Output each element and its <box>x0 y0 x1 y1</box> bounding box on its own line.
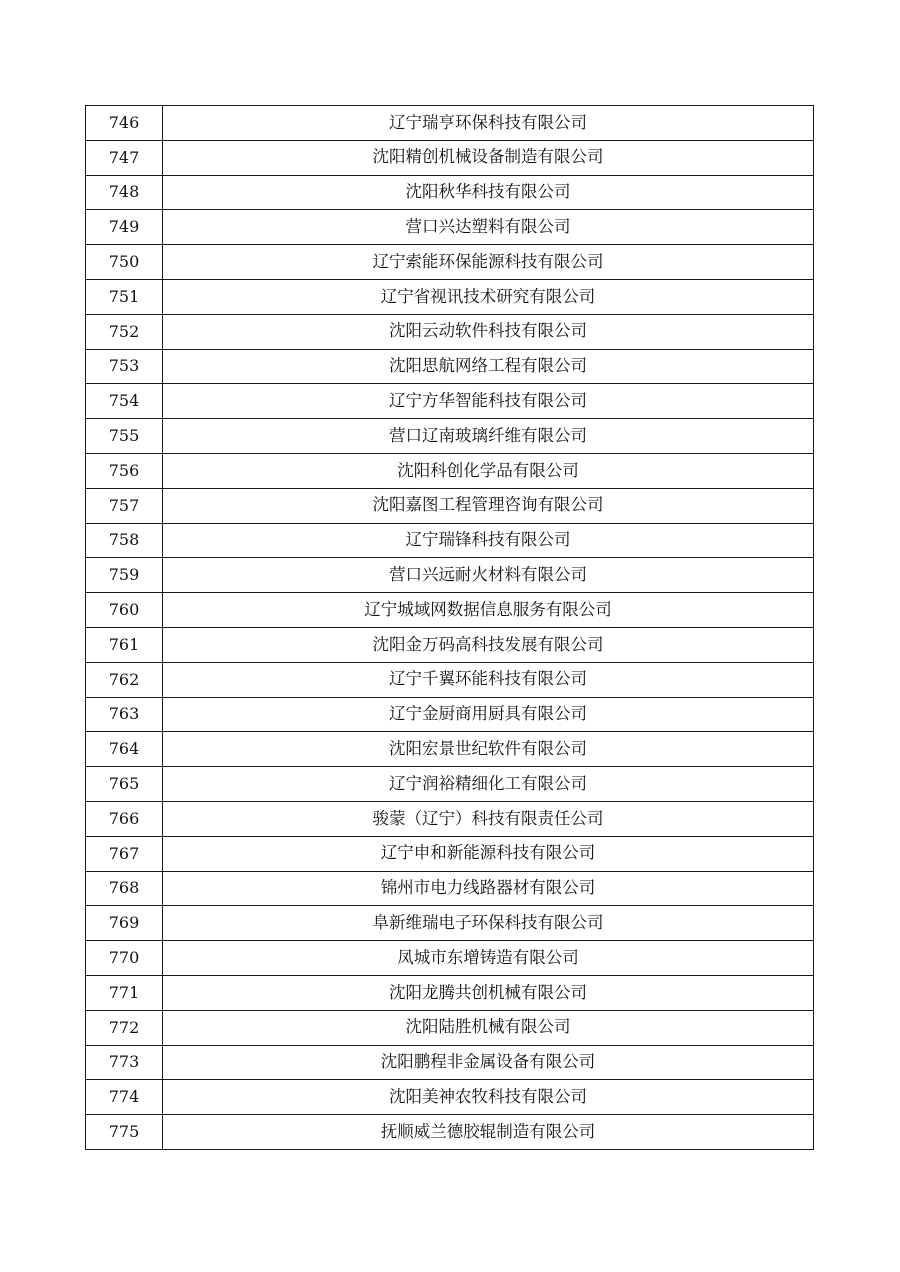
row-number-cell: 759 <box>86 558 163 593</box>
row-number-cell: 765 <box>86 767 163 802</box>
table-row <box>86 106 814 141</box>
table-row <box>86 245 814 280</box>
company-name-cell: 沈阳宏景世纪软件有限公司 <box>163 732 814 767</box>
row-number-cell: 756 <box>86 453 163 488</box>
company-name-cell: 营口辽南玻璃纤维有限公司 <box>163 419 814 454</box>
table-row <box>86 1045 814 1080</box>
table-row <box>86 836 814 871</box>
table-row <box>86 593 814 628</box>
company-name-cell: 沈阳龙腾共创机械有限公司 <box>163 975 814 1010</box>
company-name-cell: 营口兴达塑料有限公司 <box>163 210 814 245</box>
row-number-cell: 773 <box>86 1045 163 1080</box>
table-row <box>86 1010 814 1045</box>
row-number-cell: 754 <box>86 384 163 419</box>
row-number-cell: 768 <box>86 871 163 906</box>
company-name-cell: 辽宁索能环保能源科技有限公司 <box>163 245 814 280</box>
row-number-cell: 766 <box>86 801 163 836</box>
table-row <box>86 210 814 245</box>
row-number-cell: 762 <box>86 662 163 697</box>
company-name-cell: 沈阳鹏程非金属设备有限公司 <box>163 1045 814 1080</box>
row-number-cell: 747 <box>86 140 163 175</box>
row-number-cell: 749 <box>86 210 163 245</box>
company-name-cell: 沈阳思航网络工程有限公司 <box>163 349 814 384</box>
table-row <box>86 1080 814 1115</box>
row-number-cell: 760 <box>86 593 163 628</box>
row-number-cell: 758 <box>86 523 163 558</box>
table-row <box>86 1115 814 1150</box>
row-number-cell: 767 <box>86 836 163 871</box>
company-name-cell: 阜新维瑞电子环保科技有限公司 <box>163 906 814 941</box>
row-number-cell: 775 <box>86 1115 163 1150</box>
company-name-cell: 锦州市电力线路器材有限公司 <box>163 871 814 906</box>
table-row <box>86 662 814 697</box>
row-number-cell: 774 <box>86 1080 163 1115</box>
table-row <box>86 627 814 662</box>
company-name-cell: 抚顺威兰德胶辊制造有限公司 <box>163 1115 814 1150</box>
row-number-cell: 748 <box>86 175 163 210</box>
table-row <box>86 453 814 488</box>
row-number-cell: 772 <box>86 1010 163 1045</box>
table-row <box>86 767 814 802</box>
row-number-cell: 751 <box>86 279 163 314</box>
table-row <box>86 732 814 767</box>
company-name-cell: 辽宁方华智能科技有限公司 <box>163 384 814 419</box>
company-name-cell: 辽宁申和新能源科技有限公司 <box>163 836 814 871</box>
row-number-cell: 746 <box>86 106 163 141</box>
company-name-cell: 营口兴远耐火材料有限公司 <box>163 558 814 593</box>
table-row <box>86 384 814 419</box>
row-number-cell: 764 <box>86 732 163 767</box>
table-row <box>86 140 814 175</box>
company-name-cell: 辽宁省视讯技术研究有限公司 <box>163 279 814 314</box>
row-number-cell: 770 <box>86 941 163 976</box>
table-row <box>86 975 814 1010</box>
table-row <box>86 419 814 454</box>
company-name-cell: 沈阳科创化学品有限公司 <box>163 453 814 488</box>
company-name-cell: 凤城市东增铸造有限公司 <box>163 941 814 976</box>
table-row <box>86 488 814 523</box>
row-number-cell: 763 <box>86 697 163 732</box>
table-row <box>86 906 814 941</box>
table-row <box>86 697 814 732</box>
company-name-cell: 沈阳美神农牧科技有限公司 <box>163 1080 814 1115</box>
company-name-cell: 辽宁润裕精细化工有限公司 <box>163 767 814 802</box>
table-row <box>86 349 814 384</box>
row-number-cell: 771 <box>86 975 163 1010</box>
table-row <box>86 871 814 906</box>
company-name-cell: 沈阳嘉图工程管理咨询有限公司 <box>163 488 814 523</box>
company-name-cell: 沈阳金万码高科技发展有限公司 <box>163 627 814 662</box>
row-number-cell: 757 <box>86 488 163 523</box>
row-number-cell: 750 <box>86 245 163 280</box>
company-name-cell: 沈阳精创机械设备制造有限公司 <box>163 140 814 175</box>
company-name-cell: 骏蒙（辽宁）科技有限责任公司 <box>163 801 814 836</box>
company-list-table <box>85 105 814 1150</box>
table-row <box>86 175 814 210</box>
row-number-cell: 752 <box>86 314 163 349</box>
row-number-cell: 769 <box>86 906 163 941</box>
row-number-cell: 753 <box>86 349 163 384</box>
company-name-cell: 沈阳陆胜机械有限公司 <box>163 1010 814 1045</box>
company-name-cell: 辽宁金厨商用厨具有限公司 <box>163 697 814 732</box>
table-row <box>86 558 814 593</box>
row-number-cell: 755 <box>86 419 163 454</box>
company-name-cell: 辽宁瑞亨环保科技有限公司 <box>163 106 814 141</box>
company-name-cell: 辽宁城域网数据信息服务有限公司 <box>163 593 814 628</box>
table-row <box>86 279 814 314</box>
row-number-cell: 761 <box>86 627 163 662</box>
company-name-cell: 沈阳秋华科技有限公司 <box>163 175 814 210</box>
table-row <box>86 801 814 836</box>
company-name-cell: 辽宁瑞锋科技有限公司 <box>163 523 814 558</box>
company-list-body <box>86 106 814 1150</box>
company-name-cell: 沈阳云动软件科技有限公司 <box>163 314 814 349</box>
company-name-cell: 辽宁千翼环能科技有限公司 <box>163 662 814 697</box>
table-row <box>86 314 814 349</box>
table-row <box>86 941 814 976</box>
table-row <box>86 523 814 558</box>
